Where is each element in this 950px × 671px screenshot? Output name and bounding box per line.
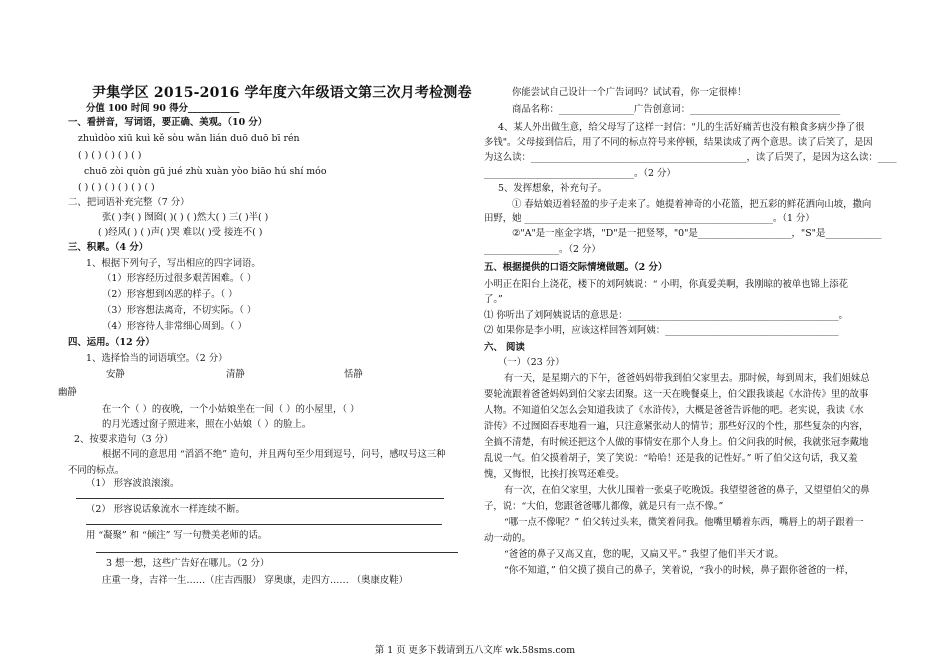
- reading-passage-line: 乱说一气。伯父摸着胡子，笑了笑说：“哈哈！还是我的记性好。” 听了伯父这句话，我又羞: [484, 453, 858, 464]
- answer-blanks-row-2: ( ) ( ) ( ) ( ) ( ) ( ): [78, 182, 155, 193]
- reading-passage-line: 要轮流跟着爸爸妈妈到伯父家去团聚。这一天在晚餐桌上，伯父跟我谈起《水浒传》里的故事: [484, 389, 869, 400]
- word-choice-c: 恬静: [344, 369, 363, 380]
- reading-passage-line: 浒传》不过囫囵吞枣地看一遍，只注意紧张动人的情节；那些好汉的个性，那些复杂的内容，: [484, 421, 869, 432]
- question-4-letter-line-4: ________________________________。（2 分）: [484, 168, 676, 179]
- section-3-heading: 三、积累。（4 分）: [68, 242, 149, 253]
- reading-passage-line: 有一次，在伯父家里，大伙儿围着一张桌子吃晚饭。我望望爸爸的鼻子，又望望伯父的鼻: [504, 485, 870, 496]
- question-3-item-2: （2）形容想到凶恶的样子。（ ）: [102, 289, 238, 300]
- question-5-prompt: 5、发挥想象，补充句子。: [498, 183, 608, 194]
- word-fill-row-2: ( )经风( ) ( )声( )哭 难以( )受 接连不( ): [98, 227, 263, 238]
- exam-title: 尹集学区 2015-2016 学年度六年级语文第三次月考检测卷: [92, 85, 472, 101]
- question-4-2-instruction-line-1: 根据不同的意思用 “滔滔不绝” 造句，并且两句至少用到逗号，问号，感叹号这三种: [102, 449, 446, 460]
- page-footer: 第 1 页 更多下载请到五八文库 wk.58sms.com: [374, 645, 576, 656]
- question-3-prompt: 1、根据下列句子，写出相应的四字词语。: [86, 258, 261, 269]
- reading-passage-line: 愧，又悔恨，比挨打挨骂还难受。: [484, 469, 625, 480]
- question-4-1-text-line-1: 在一个（ ）的夜晚，一个小姑娘坐在一间（ ）的小屋里，（ ）: [102, 404, 360, 415]
- question-4-letter-line-3: 为这么读：______________________________________________，读了后哭了，是因为这么读：____: [484, 152, 897, 163]
- pinyin-row-1: zhuìdòo xiū kuì kě sòu wǎn lián duō duō bī rén: [78, 133, 300, 144]
- dialogue-scenario-line-1: 小明正在阳台上浇花，楼下的刘阿姨说：“ 小明，你真爱美啊，我刚晾的被单也锦上添花: [484, 279, 849, 290]
- question-4-1-prompt: 1、选择恰当的词语填空。（2 分）: [86, 353, 228, 364]
- reading-passage-line: “你不知道，” 伯父摸了摸自己的鼻子，笑着说，“我小的时候，鼻子跟你爸爸的一样，: [504, 565, 855, 576]
- section-6-heading: 六、 阅读: [484, 342, 525, 353]
- reading-part-1-label: （一）（23 分）: [498, 357, 565, 368]
- ad-slogans: 庄重一身，吉祥一生……（庄吉西服） 穿奥康，走四方…… （奥康皮鞋）: [102, 575, 408, 586]
- dialogue-scenario-line-2: 了。”: [484, 294, 503, 305]
- answer-line: [76, 498, 444, 499]
- section-4-heading: 四、运用。（12 分）: [68, 337, 155, 348]
- question-4-2-item-2: （2） 形容说话象流水一样连续不断。: [86, 504, 245, 515]
- reading-passage-line: 动一动的。: [484, 533, 531, 544]
- reading-passage-line: 有一天，是星期六的下午，爸爸妈妈带我到伯父家里去。那时候，每到周末，我们姐妹总: [504, 373, 870, 384]
- reading-passage-line: “哪一点不像呢？” 伯父转过头来，微笑着问我。他嘴里嚼着东西，嘴唇上的胡子跟着一: [504, 517, 864, 528]
- question-4-2-item-3: 用 “凝聚” 和 “倾注” 写一句赞美老师的话。: [86, 530, 268, 541]
- question-4-2-item-1: （1） 形容波浪滚滚。: [86, 478, 180, 489]
- question-3-item-4: （4）形容待人非常细心周到。（ ）: [102, 321, 247, 332]
- question-4-3-prompt: 3 想一想，这些广告好在哪儿。（2 分）: [106, 558, 270, 569]
- question-5-item-2-line-1: ②"A"是一座金字塔，"D"是一把竖琴，"0"是____________________，"S"是____________: [512, 228, 882, 239]
- answer-blanks-row-1: ( ) ( ) ( ) ( ) ( ): [78, 150, 142, 161]
- reading-passage-line: “爸爸的鼻子又高又直，您的呢，又扁又平。” 我望了他们半天才说。: [504, 549, 784, 560]
- word-fill-row-1: 张( )李( ) 囫囵( )( ) ( )然大( ) 三( )半( ): [102, 212, 269, 223]
- answer-line: [96, 552, 458, 553]
- answer-line: [86, 524, 442, 525]
- question-5-item-1-line-1: ① 春姑娘迈着轻盈的步子走来了。她提着神奇的小花篮，把五彩的鲜花洒向山坡，撒向: [512, 199, 872, 210]
- section-5-heading: 五、根据提供的口语交际情境做题。（2 分）: [484, 262, 668, 273]
- word-choice-d: 幽静: [58, 387, 77, 398]
- question-3-item-3: （3）形容想法离奇，不切实际。（ ）: [102, 305, 257, 316]
- reading-passage-line: 子，说：“大伯，您跟爸爸哪儿都像，就是只有一点不像。”: [484, 501, 724, 512]
- question-4-2-instruction-line-2: 不同的标点。: [68, 465, 125, 476]
- question-3-item-1: （1）形容经历过很多艰苦困难。（ ）: [102, 273, 257, 284]
- dialogue-question-2: ⑵ 如果你是李小明，应该这样回答刘阿姨：_____________________________________: [484, 325, 839, 336]
- section-2-heading: 二、把词语补充完整（7 分）: [68, 197, 190, 208]
- question-4-letter-line-1: 4、某人外出做生意，给父母写了这样一封信："儿的生活好痛苦也没有粮食多病少挣了很: [498, 122, 865, 133]
- question-5-item-2-line-2: ________________。（2 分）: [484, 244, 601, 255]
- reading-passage-line: 人物。不知道伯父怎么会知道我读了《水浒传》，大概是爸爸告诉他的吧。老实说，我读《水: [484, 405, 864, 416]
- dialogue-question-1: ⑴ 你听出了刘阿姨说话的意思是：_____________________________________________。: [484, 310, 848, 321]
- question-4-1-text-line-2: 的月光透过窗子照进来，照在小姑娘（ ）的脸上。: [102, 419, 312, 430]
- reading-passage-line: 全搞不清楚，有时候还把这个人做的事情安在那个人身上。伯父问我的时候，我就张冠李戴地: [484, 437, 869, 448]
- score-line: 分值 100 时间 90 得分___________: [86, 103, 240, 114]
- question-4-2-prompt: 2、按要求造句（3 分）: [74, 434, 174, 445]
- question-5-item-1-line-2: 田野，她 _____________________________________________________。（1 分）: [484, 213, 815, 224]
- section-1-heading: 一、看拼音，写词语，要正确、美观。（10 分）: [68, 117, 268, 128]
- ad-design-answer-line: 商品名称：________________广告创意词：________________________________: [512, 104, 841, 115]
- word-choice-a: 安静: [106, 369, 125, 380]
- ad-design-prompt: 你能尝试自己设计一个广告词吗？试试看，你一定很棒！: [512, 87, 747, 98]
- word-choice-b: 清静: [226, 369, 245, 380]
- pinyin-row-2: chuō zòi quòn gū jué zhù xuàn yòo biāo hú shí móo: [84, 166, 327, 177]
- question-4-letter-line-2: 多钱"。父母接到信后，用了不同的标点符号来停顿，结果读成了两个意思。读了后笑了，是因: [484, 137, 873, 148]
